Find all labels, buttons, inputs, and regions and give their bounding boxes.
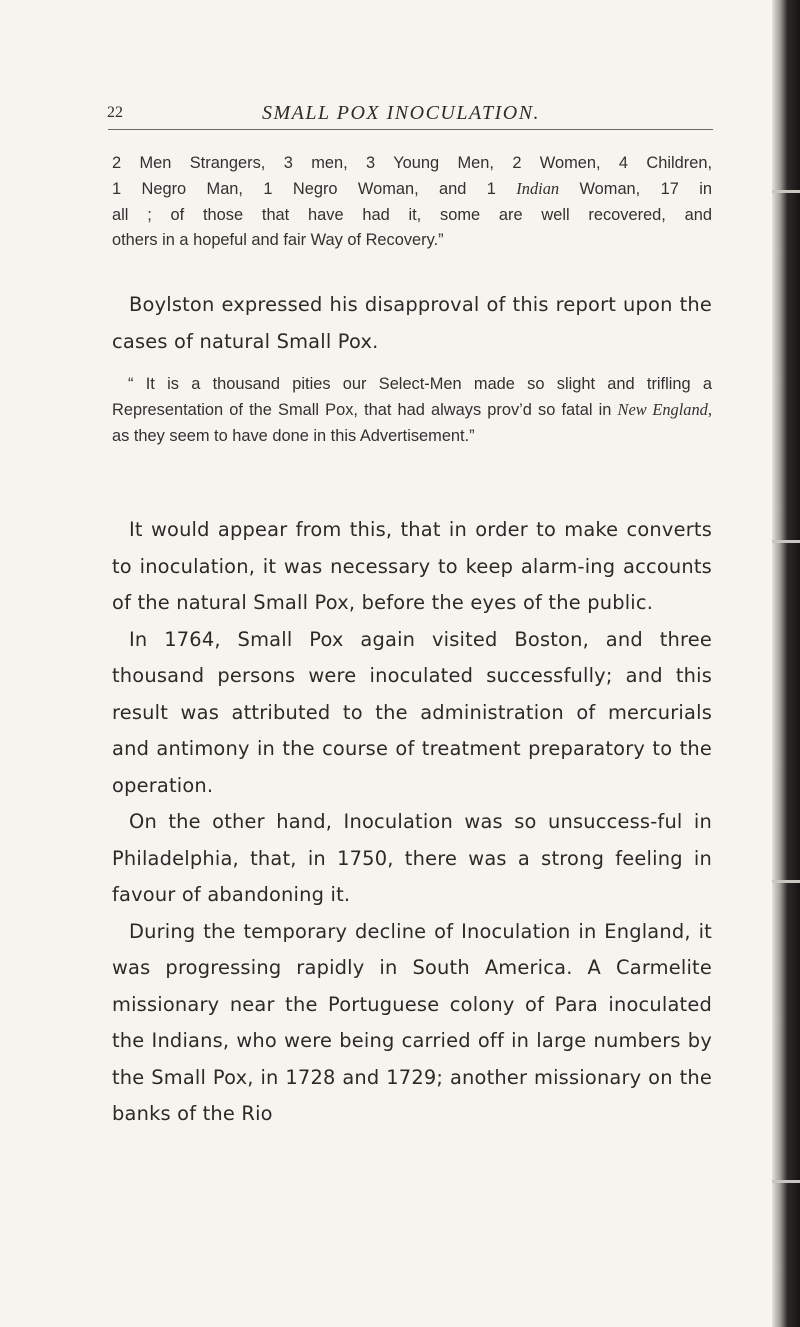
quote-two-start: “ It is a thousand pities our Select-Men made so slight and trifling a Representation of the Small Pox, that had always prov’d so fatal in <box>112 375 712 420</box>
quote-two-text <box>112 372 712 449</box>
paragraph-four-text: On the other hand, Inoculation was so unsuccess-ful in Philadelphia, that, in 1750, there was a strong feeling in favour of abandoning it. <box>112 810 712 906</box>
paragraph-one-text: Boylston expressed his disapproval of this report upon the cases of natural Small Pox. <box>112 293 712 353</box>
binding-mark <box>772 190 800 193</box>
page-binding-edge <box>772 0 800 1327</box>
quote-one-line-3: all ; of those that have had it, some are well recovered, and <box>112 205 712 224</box>
paragraph-five-text: During the temporary decline of Inoculation in England, it was progressing rapidly in South America. A Carmelite missionary near the Portuguese colony of Para inoculated the Indians, who were being carried off in large numbers by the Small Pox, in 1728 and 1729; another missionary on the banks of the Rio <box>112 919 712 1125</box>
quote-one-line-2-start: 1 Negro Man, 1 Negro Woman, and 1 <box>112 180 496 199</box>
binding-mark <box>772 540 800 543</box>
binding-mark <box>772 1180 800 1183</box>
paragraph-boylston <box>112 287 712 360</box>
quote-two-italic: New England, <box>617 400 712 420</box>
quote-one-italic-word: Indian <box>516 179 560 199</box>
page-number: 22 <box>107 104 123 121</box>
quote-one-line-2 <box>112 176 712 202</box>
quote-one-line-1: 2 Men Strangers, 3 men, 3 Young Men, 2 Women, 4 Children, <box>112 154 712 172</box>
header-rule <box>108 129 713 130</box>
quote-one-line-2-end: Woman, 17 in <box>579 180 713 199</box>
paragraph-two-text: It would appear from this, that in order to make converts to inoculation, it was necessary to keep alarm-ing accounts of the natural Small Pox, before the eyes of the public. <box>112 518 712 614</box>
quote-block-two <box>112 372 712 449</box>
main-body <box>112 512 712 1133</box>
quote-one-line-4: others in a hopeful and fair Way of Recovery.” <box>112 230 444 249</box>
binding-mark <box>772 880 800 883</box>
quote-block-one <box>112 151 712 253</box>
paragraph-three-text: In 1764, Small Pox again visited Boston, and three thousand persons were inoculated successfully; and this result was attributed to the administration of mercurials and antimony in the course of treatment preparatory to the operation. <box>112 627 712 797</box>
page-header <box>0 102 800 132</box>
quote-two-end: as they seem to have done in this Advertisement.” <box>112 426 475 445</box>
running-head: SMALL POX INOCULATION. <box>262 102 541 124</box>
